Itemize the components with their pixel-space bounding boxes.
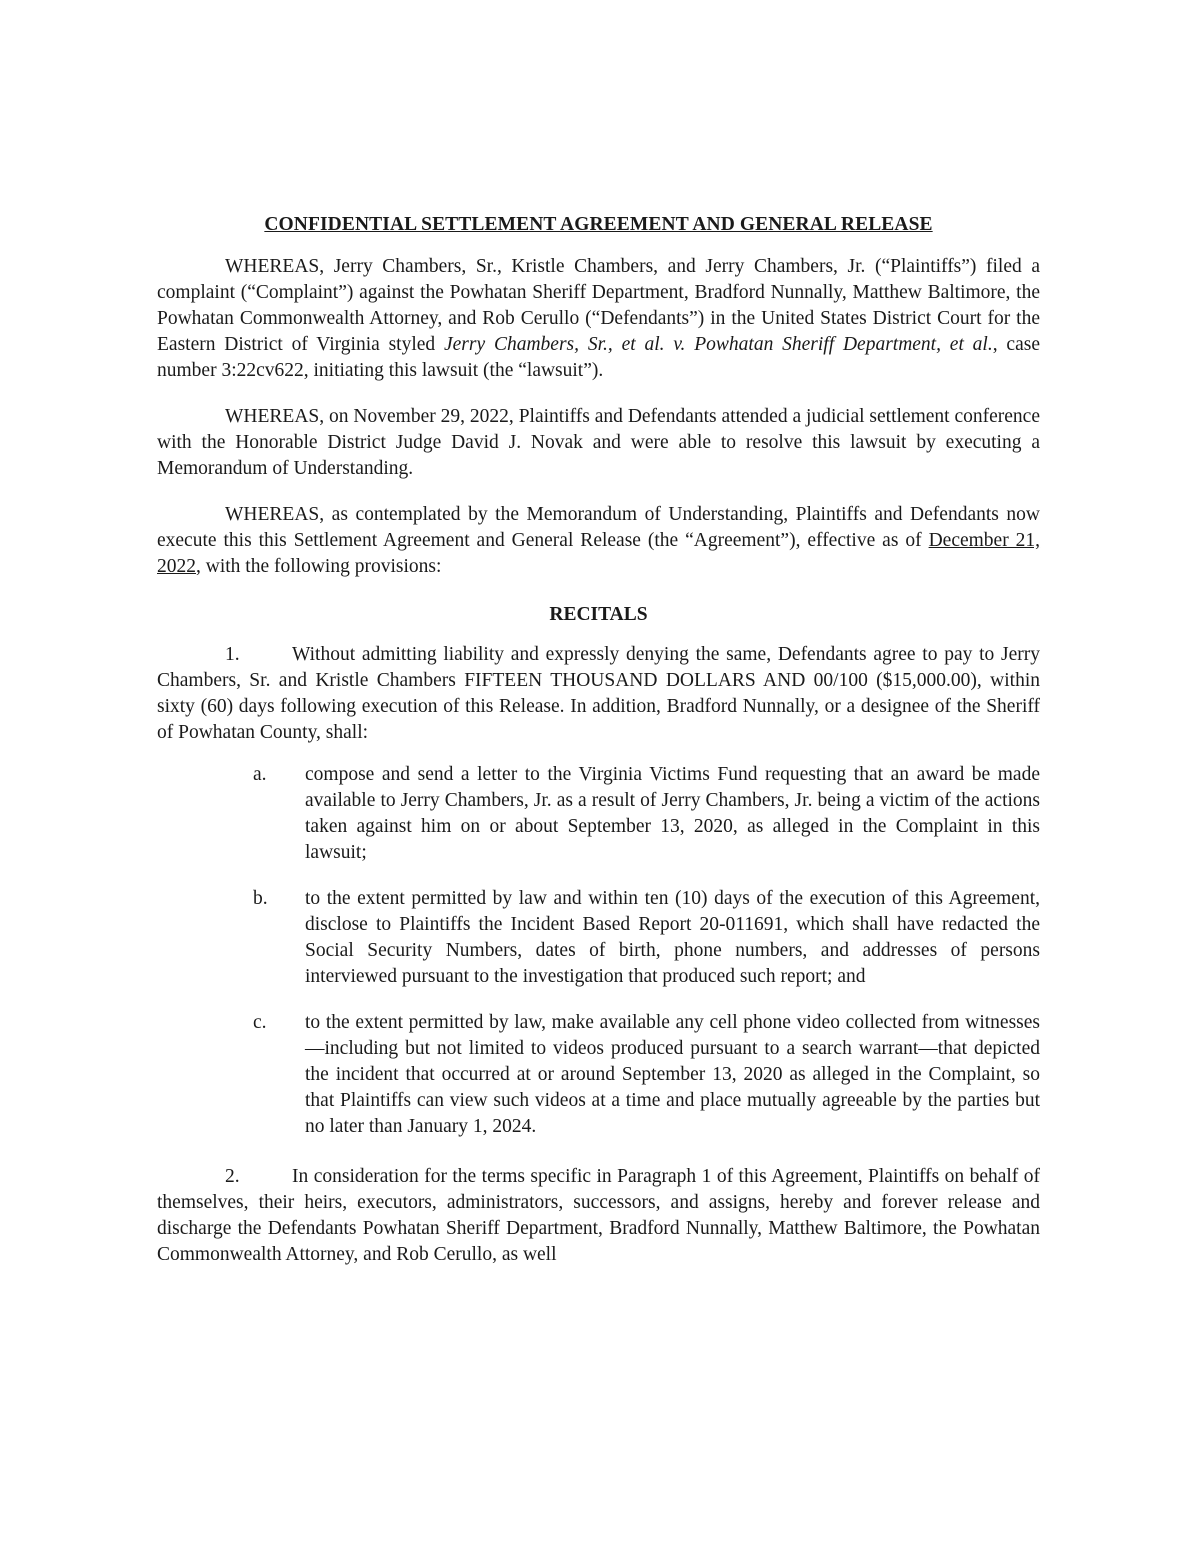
document-page xyxy=(157,212,1040,1284)
list-item-text: to the extent permitted by law and within ten (10) days of the execution of this Agreement, disclose to Plaintiffs the Incident Based Report 20-011691, which shall have redacted the Social Security Numbers, dates of birth, phone numbers, and addresses of persons interviewed pursuant to the investigation that produced such report; and xyxy=(305,888,1040,987)
recital-1-number: 1. xyxy=(225,644,240,665)
list-item xyxy=(157,886,1040,990)
recitals-heading: RECITALS xyxy=(549,604,648,625)
recital-2-number: 2. xyxy=(225,1166,240,1187)
effective-date: December 21, 2022 xyxy=(157,530,1041,577)
recital-2-text: In consideration for the terms specific in Paragraph 1 of this Agreement, Plaintiffs on behalf of themselves, their heirs, executors, administrators, successors, and assigns, hereby and forever release and discharge the Defendants Powhatan Sheriff Department, Bradford Nunnally, Matthew Baltimore, the Powhatan Commonwealth Attorney, and Rob Cerullo, as well xyxy=(157,1166,1040,1265)
list-item xyxy=(157,1010,1040,1140)
recital-paragraph-2 xyxy=(157,1164,1040,1268)
whereas-paragraph-2: WHEREAS, on November 29, 2022, Plaintiffs and Defendants attended a judicial settlement conference with the Honorable District Judge David J. Novak and were able to resolve this lawsuit by executing a Memorandum of Understanding. xyxy=(157,406,1040,479)
whereas-3-text-end: , with the following provisions: xyxy=(196,556,442,577)
recital-paragraph-1 xyxy=(157,642,1040,746)
recital-1-sublist xyxy=(157,762,1040,1140)
whereas-paragraph-3 xyxy=(157,502,1040,580)
list-item-text: compose and send a letter to the Virginia Victims Fund requesting that an award be made available to Jerry Chambers, Jr. as a result of Jerry Chambers, Jr. being a victim of the actions taken against him on or about September 13, 2020, as alleged in the Complaint in this lawsuit; xyxy=(305,764,1040,863)
list-item-text: to the extent permitted by law, make available any cell phone video collected from witnesses—including but not limited to videos produced pursuant to a search warrant—that depicted the incident that occurred at or around September 13, 2020 as alleged in the Complaint, so that Plaintiffs can view such videos at a time and place mutually agreeable by the parties but no later than January 1, 2024. xyxy=(305,1012,1040,1137)
case-caption: Jerry Chambers, Sr., et al. v. Powhatan Sheriff Department, et al. xyxy=(444,334,993,355)
whereas-paragraph-1 xyxy=(157,254,1040,384)
list-item-letter: a. xyxy=(253,764,267,785)
whereas-1-text: WHEREAS, Jerry Chambers, Sr., Kristle Chambers, and Jerry Chambers, Jr. (“Plaintiffs”) filed a complaint (“Complaint”) against the Powhatan Sheriff Department, Bradford Nunnally, Matthew Baltimore, the Powhatan Commonwealth Attorney, and Rob Cerullo (“Defendants”) in the United States District Court for the Eastern District of Virginia styled xyxy=(157,256,1040,355)
whereas-1-text-end: , case number 3:22cv622, initiating this lawsuit (the “lawsuit”). xyxy=(157,334,1040,381)
list-item xyxy=(157,762,1040,866)
list-item-letter: b. xyxy=(253,888,268,909)
document-title: CONFIDENTIAL SETTLEMENT AGREEMENT AND GENERAL RELEASE xyxy=(264,214,933,235)
list-item-letter: c. xyxy=(253,1012,267,1033)
whereas-3-text: WHEREAS, as contemplated by the Memorandum of Understanding, Plaintiffs and Defendants now execute this this Settlement Agreement and General Release (the “Agreement”), effective as of xyxy=(157,504,1040,551)
recital-1-text: Without admitting liability and expressly denying the same, Defendants agree to pay to Jerry Chambers, Sr. and Kristle Chambers FIFTEEN THOUSAND DOLLARS AND 00/100 ($15,000.00), within sixty (60) days following execution of this Release. In addition, Bradford Nunnally, or a designee of the Sheriff of Powhatan County, shall: xyxy=(157,644,1040,743)
